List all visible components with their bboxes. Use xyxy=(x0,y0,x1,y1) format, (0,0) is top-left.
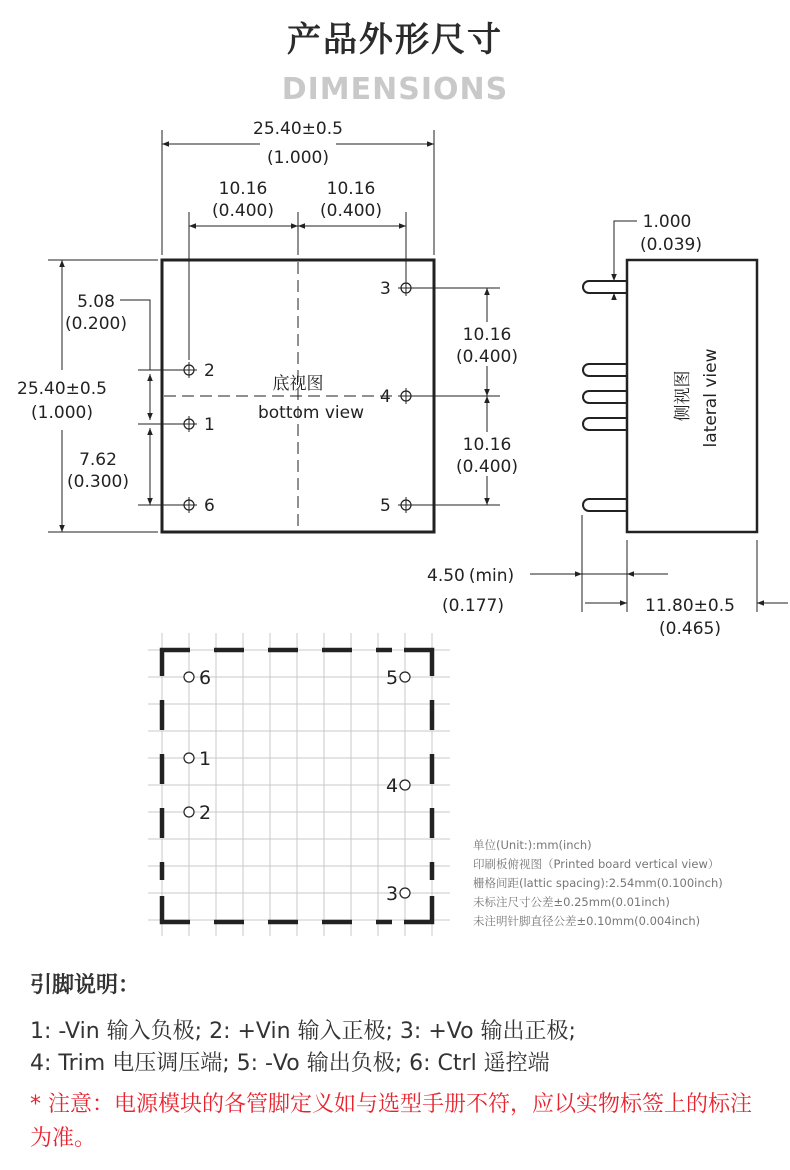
pcb-pin-4-label: 4 xyxy=(386,775,399,797)
pcb-pin-5-mark xyxy=(400,672,410,682)
pin-dia-inch-label: (0.039) xyxy=(640,235,702,255)
bottom-pin-1-mark xyxy=(181,416,197,432)
lateral-view-label-cn: 侧视图 xyxy=(673,370,693,422)
pcb-pin-1-label: 1 xyxy=(199,748,212,770)
pin-len-label xyxy=(427,566,514,586)
lateral-pin-b xyxy=(583,391,627,403)
pin-len-value: 4.50 xyxy=(427,566,465,586)
bottom-pin-4-mark xyxy=(398,388,414,404)
pitch-right-inch-label: (0.400) xyxy=(320,201,382,221)
bottom-pin-4-label: 4 xyxy=(380,387,391,407)
height-inch-label: (1.000) xyxy=(31,403,93,423)
bottom-pin-3-mark xyxy=(398,280,414,296)
pinout-line-1: 1: -Vin 输入负极; 2: +Vin 输入正极; 3: +Vo 输出正极; xyxy=(30,1019,576,1044)
bottom-pin-2-label: 2 xyxy=(204,361,215,381)
pcb-pin-6-mark xyxy=(184,672,194,682)
pcb-pin-6-label: 6 xyxy=(199,667,212,689)
spec-notes xyxy=(473,838,723,928)
width-top-label: 25.40±0.5 xyxy=(253,119,343,139)
right-lower-inch-label: (0.400) xyxy=(456,457,518,477)
pitch-left-inch-label: (0.400) xyxy=(212,201,274,221)
pitch-right-label: 10.16 xyxy=(326,179,376,199)
page-subtitle: DIMENSIONS xyxy=(281,72,509,107)
pin-len-suffix: (min) xyxy=(468,566,515,586)
bottom-pin-1-label: 1 xyxy=(204,415,215,435)
thickness-label: 11.80±0.5 xyxy=(645,596,735,616)
lateral-view-label-en: lateral view xyxy=(701,348,721,448)
offset-bottom-label: 7.62 xyxy=(79,450,117,470)
note-unit: 单位(Unit:):mm(inch) xyxy=(473,838,592,852)
pcb-pin-3-mark xyxy=(400,888,410,898)
note-grid-spacing: 栅格间距(lattic spacing):2.54mm(0.100inch) xyxy=(473,876,723,890)
right-upper-inch-label: (0.400) xyxy=(456,347,518,367)
pcb-pin-2-mark xyxy=(184,807,194,817)
pitch-left-label: 10.16 xyxy=(218,179,268,199)
pcb-pin-3-label: 3 xyxy=(386,883,399,905)
lateral-pin-a xyxy=(583,364,627,376)
height-label: 25.40±0.5 xyxy=(17,379,107,399)
thickness-inch-label: (0.465) xyxy=(659,619,721,639)
pinout-title: 引脚说明： xyxy=(30,973,141,998)
lateral-pin-c xyxy=(583,418,627,430)
right-lower-label: 10.16 xyxy=(462,435,512,455)
bottom-pin-6-label: 6 xyxy=(204,496,215,516)
bottom-view-label-en: bottom view xyxy=(257,403,365,423)
note-vertical-view: 印刷板俯视图（Printed board vertical view） xyxy=(473,857,720,871)
pcb-pin-4-mark xyxy=(400,780,410,790)
page-title: 产品外形尺寸 xyxy=(287,20,503,60)
right-upper-label: 10.16 xyxy=(462,325,512,345)
note-pin-tolerance: 未注明针脚直径公差±0.10mm(0.004inch) xyxy=(473,914,701,928)
pin-dia-label: 1.000 xyxy=(642,212,692,232)
bottom-pin-6-mark xyxy=(181,497,197,513)
offset-top-label: 5.08 xyxy=(77,292,115,312)
bottom-pin-3-label: 3 xyxy=(380,279,391,299)
offset-bottom-inch-label: (0.300) xyxy=(67,472,129,492)
pin-len-inch-label: (0.177) xyxy=(442,596,504,616)
note-tolerance: 未标注尺寸公差±0.25mm(0.01inch) xyxy=(473,895,670,909)
pcb-pin-2-label: 2 xyxy=(199,802,212,824)
width-top-inch-label: (1.000) xyxy=(267,148,329,168)
lateral-view xyxy=(530,221,788,612)
pcb-pin-5-label: 5 xyxy=(386,667,399,689)
bottom-pin-2-mark xyxy=(181,362,197,378)
bottom-pin-5-label: 5 xyxy=(380,496,391,516)
pcb-pin-1-mark xyxy=(184,753,194,763)
lateral-pin-bottom xyxy=(583,499,627,511)
warning-note: * 注意：电源模块的各管脚定义如与选型手册不符，应以实物标签上的标注为准。 xyxy=(30,1092,752,1151)
bottom-pin-5-mark xyxy=(398,497,414,513)
bottom-view-label-cn: 底视图 xyxy=(272,374,324,394)
offset-top-inch-label: (0.200) xyxy=(65,314,127,334)
lateral-pin-top xyxy=(583,281,627,293)
pinout-line-2: 4: Trim 电压调压端; 5: -Vo 输出负极; 6: Ctrl 遥控端 xyxy=(30,1051,550,1076)
